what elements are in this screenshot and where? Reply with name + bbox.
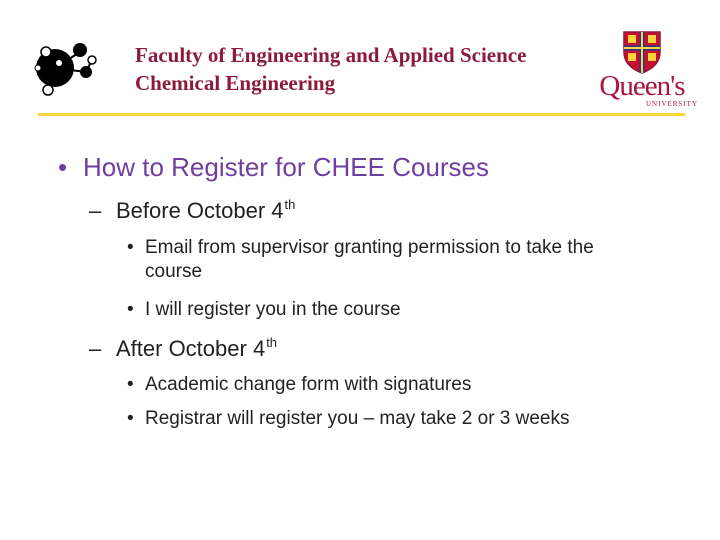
header-divider — [38, 113, 685, 116]
list-bullet: • — [127, 299, 134, 320]
section-dash: – — [89, 198, 102, 223]
list-bullet: • — [127, 374, 134, 395]
section-dash: – — [89, 336, 102, 361]
list-item-text: Email from supervisor granting permission to take the course — [145, 237, 594, 282]
logo-wordmark: Queen's — [599, 70, 685, 102]
list-bullet: • — [127, 237, 134, 258]
list-item-text: Academic change form with signatures — [145, 374, 472, 395]
section-title: Before October 4th — [116, 197, 296, 223]
list-item-text: Registrar will register you – may take 2 or 3 weeks — [145, 408, 570, 429]
crest-icon — [622, 30, 662, 74]
slide-header — [0, 0, 720, 120]
queens-university-logo — [586, 30, 698, 108]
logo-subtext: UNIVERSITY — [646, 100, 698, 108]
section-title: After October 4th — [116, 335, 278, 361]
molecule-logo-icon — [28, 38, 104, 98]
ordinal-suffix: th — [284, 197, 296, 212]
ordinal-suffix: th — [266, 335, 278, 350]
list-bullet: • — [127, 408, 134, 429]
heading-text: How to Register for CHEE Courses — [83, 152, 490, 182]
heading-bullet: • — [58, 152, 68, 182]
department-title: Chemical Engineering — [135, 71, 336, 95]
list-item-text: I will register you in the course — [145, 299, 401, 320]
faculty-title: Faculty of Engineering and Applied Science — [135, 43, 527, 67]
